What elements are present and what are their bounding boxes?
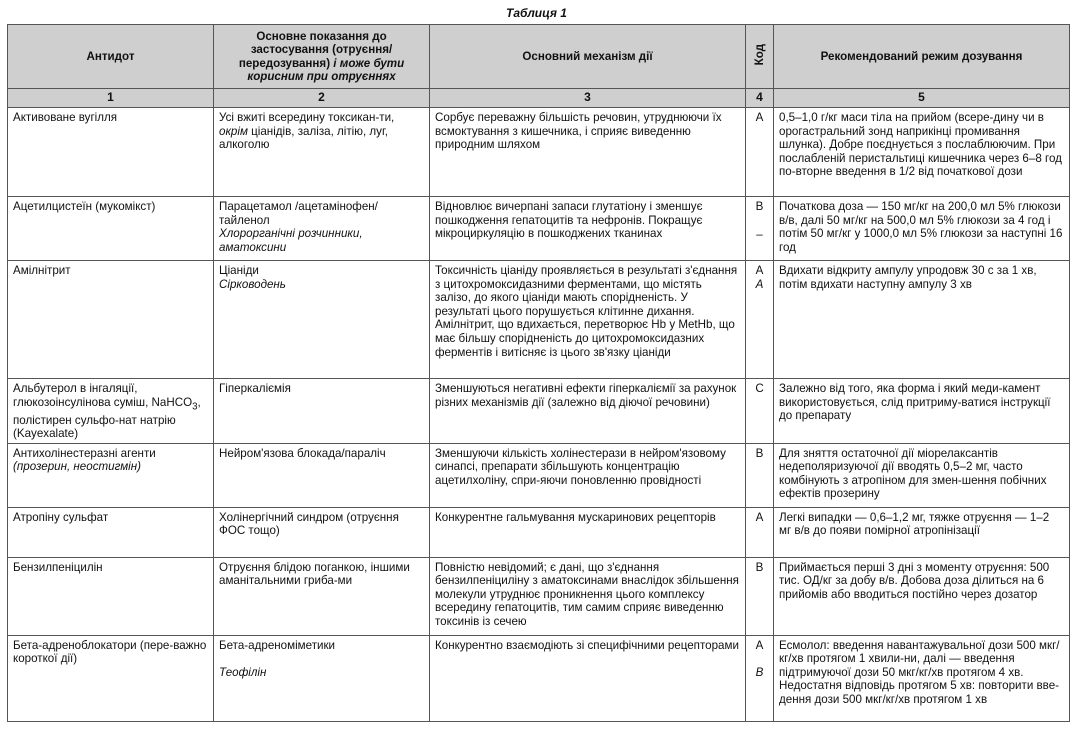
antidote-cell	[8, 379, 214, 444]
header-indication	[214, 25, 430, 89]
antidote-extra: (прозерин, неостигмін)	[13, 460, 141, 474]
code-value: B	[755, 200, 764, 213]
header-indication-main: Основне показання до застосування (отруєння/ передозування)	[238, 29, 393, 70]
antidote-cell: Бензилпеніцилін	[8, 557, 214, 635]
dosage-cell: Приймається перші 3 дні з моменту отруєння: 500 тис. ОД/кг за добу в/в. Добова доза ділиться на 6 прийомів або вводиться постійно через дозатор	[774, 557, 1070, 635]
code-value: A	[755, 510, 764, 524]
column-number: 3	[430, 89, 746, 108]
antidote-cell: Бета-адреноблокатори (пере-важно короткої дії)	[8, 635, 214, 721]
indication-cell: Нейром'язова блокада/параліч	[214, 443, 430, 507]
antidote-text: Антихолінестеразні агенти	[13, 446, 156, 460]
antidote-cell	[8, 443, 214, 507]
mechanism-cell: Відновлює вичерпані запаси глутатіону і зменшує пошкодження гепатоцитів та нефронів. Покращує мікроциркуляцію в пошкоджених тканинах	[430, 197, 746, 261]
mechanism-cell: Конкурентне гальмування мускаринових рецепторів	[430, 507, 746, 557]
table-row	[8, 379, 1070, 444]
antidote-subscript: 3	[192, 400, 198, 412]
code-value: A	[755, 264, 764, 277]
dosage-cell: Для зняття остаточної дії міорелаксантів недеполяризуючої дії вводять 0,5–2 мг, часто комбінують з атропіном для змен-шення побічних ефектів прозерину	[774, 443, 1070, 507]
table-row	[8, 635, 1070, 721]
header-mechanism: Основний механізм дії	[430, 25, 746, 89]
dosage-cell: Вдихати відкриту ампулу упродовж 30 с за 1 хв, потім вдихати наступну ампулу 3 хв	[774, 261, 1070, 379]
indication-extra: Теофілін	[219, 666, 267, 680]
code-cell	[746, 108, 774, 197]
mechanism-cell: Зменшуючи кількість холінестерази в нейром'язовому синапсі, препарати збільшують концентрацію ацетилхоліну, спри-яючи поновленню провідності	[430, 443, 746, 507]
code-value: B	[755, 446, 764, 460]
indication-text: Парацетамол /ацетамінофен/ тайленол	[219, 200, 378, 227]
table-row	[8, 261, 1070, 379]
indication-cell: Гіперкаліємія	[214, 379, 430, 444]
antidote-cell: Ацетилцистеїн (мукомікст)	[8, 197, 214, 261]
code-cell	[746, 261, 774, 379]
code-value: B	[755, 666, 764, 680]
mechanism-cell: Зменшуються негативні ефекти гіперкаліємії за рахунок різних механізмів дії (залежно від діючої речовини)	[430, 379, 746, 444]
header-antidote: Антидот	[8, 25, 214, 89]
indication-cell	[214, 261, 430, 379]
table-row	[8, 557, 1070, 635]
mechanism-cell: Конкурентно взаємодіють зі специфічними рецепторами	[430, 635, 746, 721]
indication-extra: Хлорорганічні розчинники, аматоксини	[219, 227, 363, 254]
antidote-text: Альбутерол в інгаляції, глюкозоінсулінова суміш, NaHCO	[13, 382, 193, 409]
code-value: A	[755, 111, 764, 124]
dosage-cell: Есмолол: введення навантажувальної дози 500 мкг/кг/хв протягом 1 хвили-ни, далі — введення підтримуючої дози 50 мкг/кг/хв протягом 4 хв. Недостатня відповідь протягом 5 хв: повторити вве-дення дози 500 мкг/кг/хв протягом 1 хв	[774, 635, 1070, 721]
code-cell	[746, 443, 774, 507]
table-caption: Таблиця 1	[506, 6, 567, 20]
antidote-table	[7, 24, 1070, 722]
table-row	[8, 197, 1070, 261]
antidote-text: , полістирен сульфо-нат натрію (Kayexalate)	[13, 395, 201, 441]
table-row	[8, 443, 1070, 507]
indication-extra: Сірководень	[219, 277, 286, 291]
antidote-cell: Амілнітрит	[8, 261, 214, 379]
mechanism-cell: Повністю невідомий; є дані, що з'єднання бензилпеніциліну з аматоксинами внаслідок збільшення молекули утруднює проникнення цього комплексу всередину гепатоцитів, тим самим сприяє виведенню токсинів із сечею	[430, 557, 746, 635]
indication-cell	[214, 108, 430, 197]
header-indication-extra: і може бути корисним при отруєннях	[247, 56, 405, 83]
indication-cell: Отруєння блідою поганкою, іншими аманітальними гриба-ми	[214, 557, 430, 635]
indication-text: Бета-адреноміметики	[219, 638, 336, 652]
code-value: C	[755, 382, 764, 395]
code-value: B	[755, 560, 764, 574]
column-number: 4	[746, 89, 774, 108]
header-code-label: Код	[752, 44, 766, 66]
table-row	[8, 507, 1070, 557]
column-number: 1	[8, 89, 214, 108]
column-number: 2	[214, 89, 430, 108]
code-value: A	[755, 277, 764, 291]
dosage-cell: Початкова доза — 150 мг/кг на 200,0 мл 5% глюкози в/в, далі 50 мг/кг на 500,0 мл 5% глюкози за 4 год і потім 50 мг/кг у 1000,0 мл 5% глюкози за наступні 16 год	[774, 197, 1070, 261]
indication-emphasis: окрім	[219, 124, 248, 138]
code-cell	[746, 635, 774, 721]
dosage-cell: Легкі випадки — 0,6–1,2 мг, тяжке отруєння — 1–2 мг в/в до появи помірної атропінізації	[774, 507, 1070, 557]
dosage-cell: Залежно від того, яка форма і який меди-камент використовується, слід притриму-ватися інструкції до препарату	[774, 379, 1070, 444]
mechanism-cell: Сорбує переважну більшість речовин, утруднюючи їх всмоктування з кишечника, і сприяє виведенню природним шляхом	[430, 108, 746, 197]
antidote-cell: Атропіну сульфат	[8, 507, 214, 557]
column-number: 5	[774, 89, 1070, 108]
dosage-cell: 0,5–1,0 г/кг маси тіла на прийом (всере-дину чи в орогастральний зонд наприкінці промивання шлунка). Добре поєднується з послаблюючим. При послабленій перистальтиці кишечника через 6–8 год по-вторне введення в 1/2 від початкової дози	[774, 108, 1070, 197]
code-value: –	[756, 227, 763, 241]
indication-text: ціанідів, заліза, літію, луг, алкоголю	[219, 124, 388, 152]
code-cell	[746, 507, 774, 557]
code-cell	[746, 197, 774, 261]
code-cell	[746, 557, 774, 635]
indication-cell	[214, 635, 430, 721]
code-cell	[746, 379, 774, 444]
mechanism-cell: Токсичність ціаніду проявляється в результаті з'єднання з цитохромоксидазними ферментами, що містять залізо, до якого ціаніди мають спорідненість. У результаті цього порушується клітинне дихання. Амілнітрит, що вдихається, перетворює Hb у MetHb, що має більшу спорідненість до цитохромоксидазних ферментів і витісняє із цього зв'язку ціаніди	[430, 261, 746, 379]
indication-cell	[214, 197, 430, 261]
header-code	[746, 25, 774, 89]
indication-cell: Холінергічний синдром (отруєння ФОС тощо)	[214, 507, 430, 557]
header-dosage: Рекомендований режим дозування	[774, 25, 1070, 89]
table-row	[8, 108, 1070, 197]
code-value: A	[755, 638, 764, 652]
antidote-cell: Активоване вугілля	[8, 108, 214, 197]
indication-text: Усі вжиті всередину токсикан-ти,	[219, 111, 395, 124]
indication-text: Ціаніди	[219, 264, 259, 277]
